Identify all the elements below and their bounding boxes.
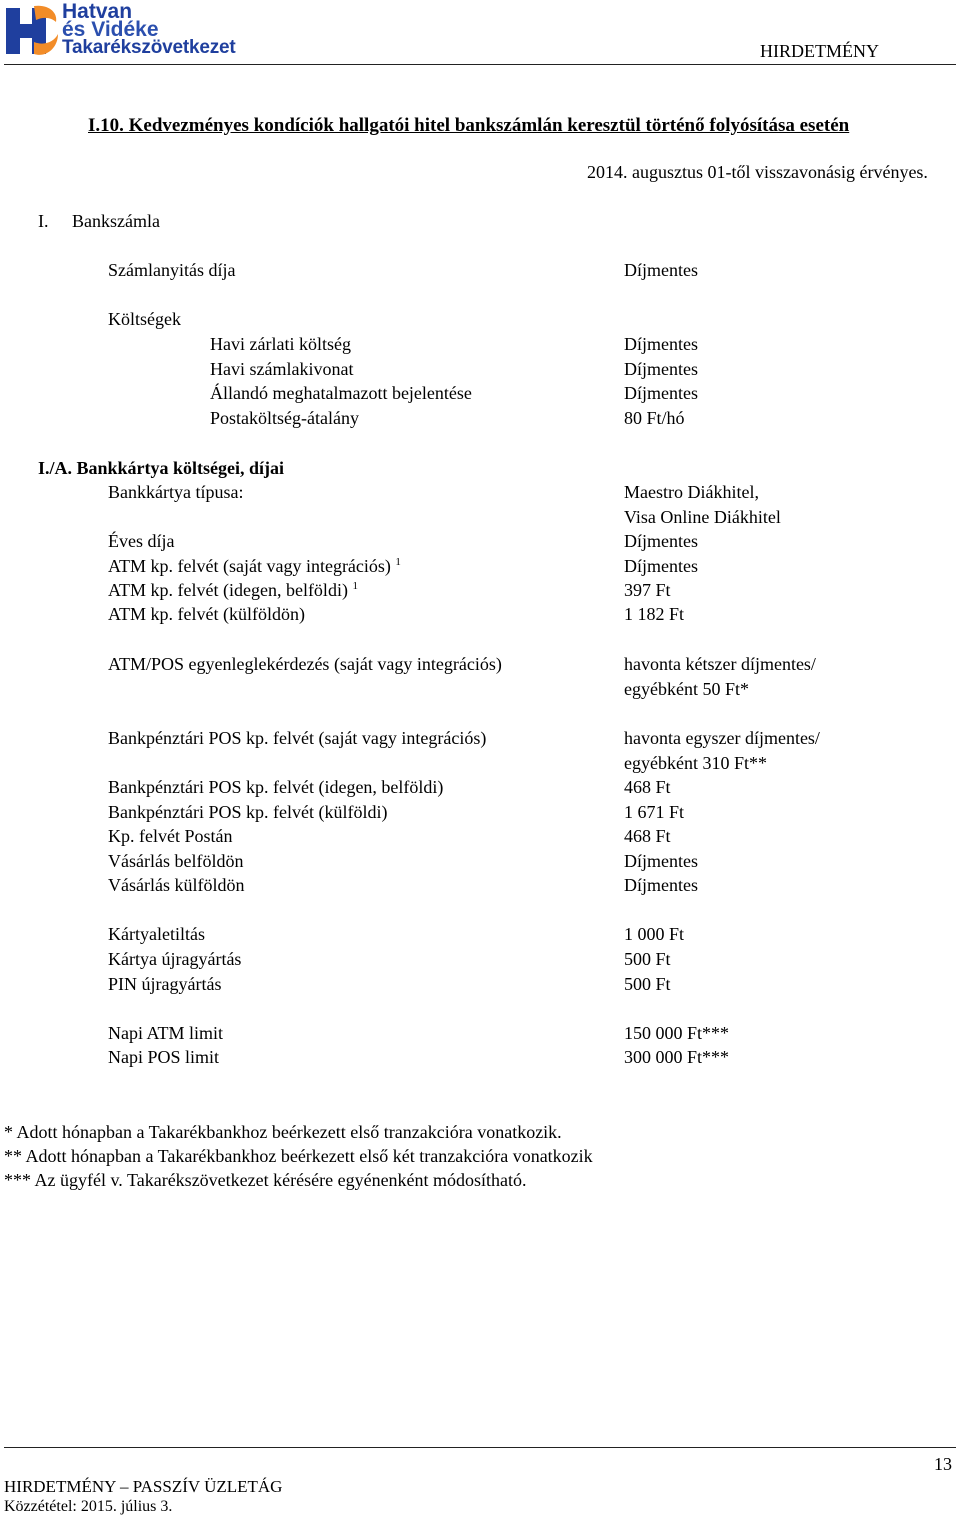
limit-label: Napi POS limit xyxy=(108,1047,220,1067)
logo-line-3: Takarékszövetkezet xyxy=(62,37,236,58)
fee-row-label: Kártya újragyártás xyxy=(108,949,242,969)
logo-line-2: és Vidéke xyxy=(62,18,159,41)
footnote: ** Adott hónapban a Takarékbankhoz beérkezett első két tranzakcióra vonatkozik xyxy=(4,1146,593,1166)
account-opening-value: Díjmentes xyxy=(624,260,698,280)
account-opening-label: Számlanyitás díja xyxy=(108,260,236,280)
pos-own-label: Bankpénztári POS kp. felvét (saját vagy integrációs) xyxy=(108,728,487,748)
fee-row-value: 1 182 Ft xyxy=(624,604,685,624)
page-title: I.10. Kedvezményes kondíciók hallgatói hitel bankszámlán keresztül történő folyósítása esetén xyxy=(88,115,850,136)
section-heading-bankszamla: Bankszámla xyxy=(72,211,160,231)
cost-label: Állandó meghatalmazott bejelentése xyxy=(210,383,472,403)
footnote: *** Az ügyfél v. Takarékszövetkezet kérésére egyénenként módosítható. xyxy=(4,1170,527,1190)
cost-value: 80 Ft/hó xyxy=(624,408,685,428)
page-number: 13 xyxy=(934,1454,952,1474)
fee-row-value: Díjmentes xyxy=(624,556,698,576)
balance-query-label: ATM/POS egyenleglekérdezés (saját vagy integrációs) xyxy=(108,654,502,674)
limit-value: 300 000 Ft*** xyxy=(624,1047,730,1067)
footnote: * Adott hónapban a Takarékbankhoz beérkezett első tranzakcióra vonatkozik. xyxy=(4,1122,562,1142)
fee-row-label: Kp. felvét Postán xyxy=(108,826,233,846)
fee-row-label: Vásárlás külföldön xyxy=(108,875,245,895)
footer-divider xyxy=(4,1447,956,1448)
cost-value: Díjmentes xyxy=(624,359,698,379)
fee-row-label: Vásárlás belföldön xyxy=(108,851,244,871)
fee-row-label: Kártyaletiltás xyxy=(108,924,205,944)
pos-own-value-2: egyébként 310 Ft** xyxy=(624,753,767,773)
fee-row-value: Díjmentes xyxy=(624,531,698,551)
cost-value: Díjmentes xyxy=(624,334,698,354)
fee-row-value: 1 000 Ft xyxy=(624,924,685,944)
pos-own-value-1: havonta egyszer díjmentes/ xyxy=(624,728,820,748)
limit-label: Napi ATM limit xyxy=(108,1023,224,1043)
footer-title: HIRDETMÉNY – PASSZÍV ÜZLETÁG xyxy=(4,1477,283,1496)
fee-row-label: PIN újragyártás xyxy=(108,974,222,994)
header-label: HIRDETMÉNY xyxy=(760,41,879,61)
cost-label: Havi zárlati költség xyxy=(210,334,351,354)
balance-query-value-2: egyébként 50 Ft* xyxy=(624,679,749,699)
company-logo xyxy=(4,2,264,60)
section-heading-number: I. xyxy=(38,211,49,231)
card-type-value-2: Visa Online Diákhitel xyxy=(624,507,781,527)
section-heading-bankkartya: I./A. Bankkártya költségei, díjai xyxy=(38,458,285,478)
header-divider xyxy=(4,64,956,65)
fee-row-label: Éves díja xyxy=(108,531,175,551)
fee-row-label: Bankpénztári POS kp. felvét (idegen, belföldi) xyxy=(108,777,444,797)
logo-line-1: Hatvan xyxy=(62,0,133,23)
balance-query-value-1: havonta kétszer díjmentes/ xyxy=(624,654,816,674)
fee-row-value: Díjmentes xyxy=(624,851,698,871)
fee-row-value: 468 Ft xyxy=(624,777,671,797)
fee-row-value: 397 Ft xyxy=(624,580,671,600)
footer-published: Közzététel: 2015. július 3. xyxy=(4,1498,173,1515)
fee-row-value: 468 Ft xyxy=(624,826,671,846)
logo-mark-icon xyxy=(4,2,62,60)
fee-row-value: 500 Ft xyxy=(624,974,671,994)
cost-value: Díjmentes xyxy=(624,383,698,403)
validity-note: 2014. augusztus 01-től visszavonásig érvényes. xyxy=(587,162,928,182)
costs-label: Költségek xyxy=(108,309,181,329)
limit-value: 150 000 Ft*** xyxy=(624,1023,730,1043)
fee-row-value: 500 Ft xyxy=(624,949,671,969)
footnote-marker: 1 xyxy=(352,580,358,592)
cost-label: Havi számlakivonat xyxy=(210,359,354,379)
footnote-marker: 1 xyxy=(395,556,401,568)
card-type-value-1: Maestro Diákhitel, xyxy=(624,482,759,502)
fee-row-label: ATM kp. felvét (külföldön) xyxy=(108,604,305,624)
fee-row-value: Díjmentes xyxy=(624,875,698,895)
fee-row-value: 1 671 Ft xyxy=(624,802,685,822)
fee-row-label: Bankpénztári POS kp. felvét (külföldi) xyxy=(108,802,388,822)
cost-label: Postaköltség-átalány xyxy=(210,408,359,428)
fee-row-label: ATM kp. felvét (idegen, belföldi) $^1$ xyxy=(108,580,358,600)
fee-row-label: ATM kp. felvét (saját vagy integrációs) $^1$ xyxy=(108,556,401,576)
card-type-label: Bankkártya típusa: xyxy=(108,482,244,502)
